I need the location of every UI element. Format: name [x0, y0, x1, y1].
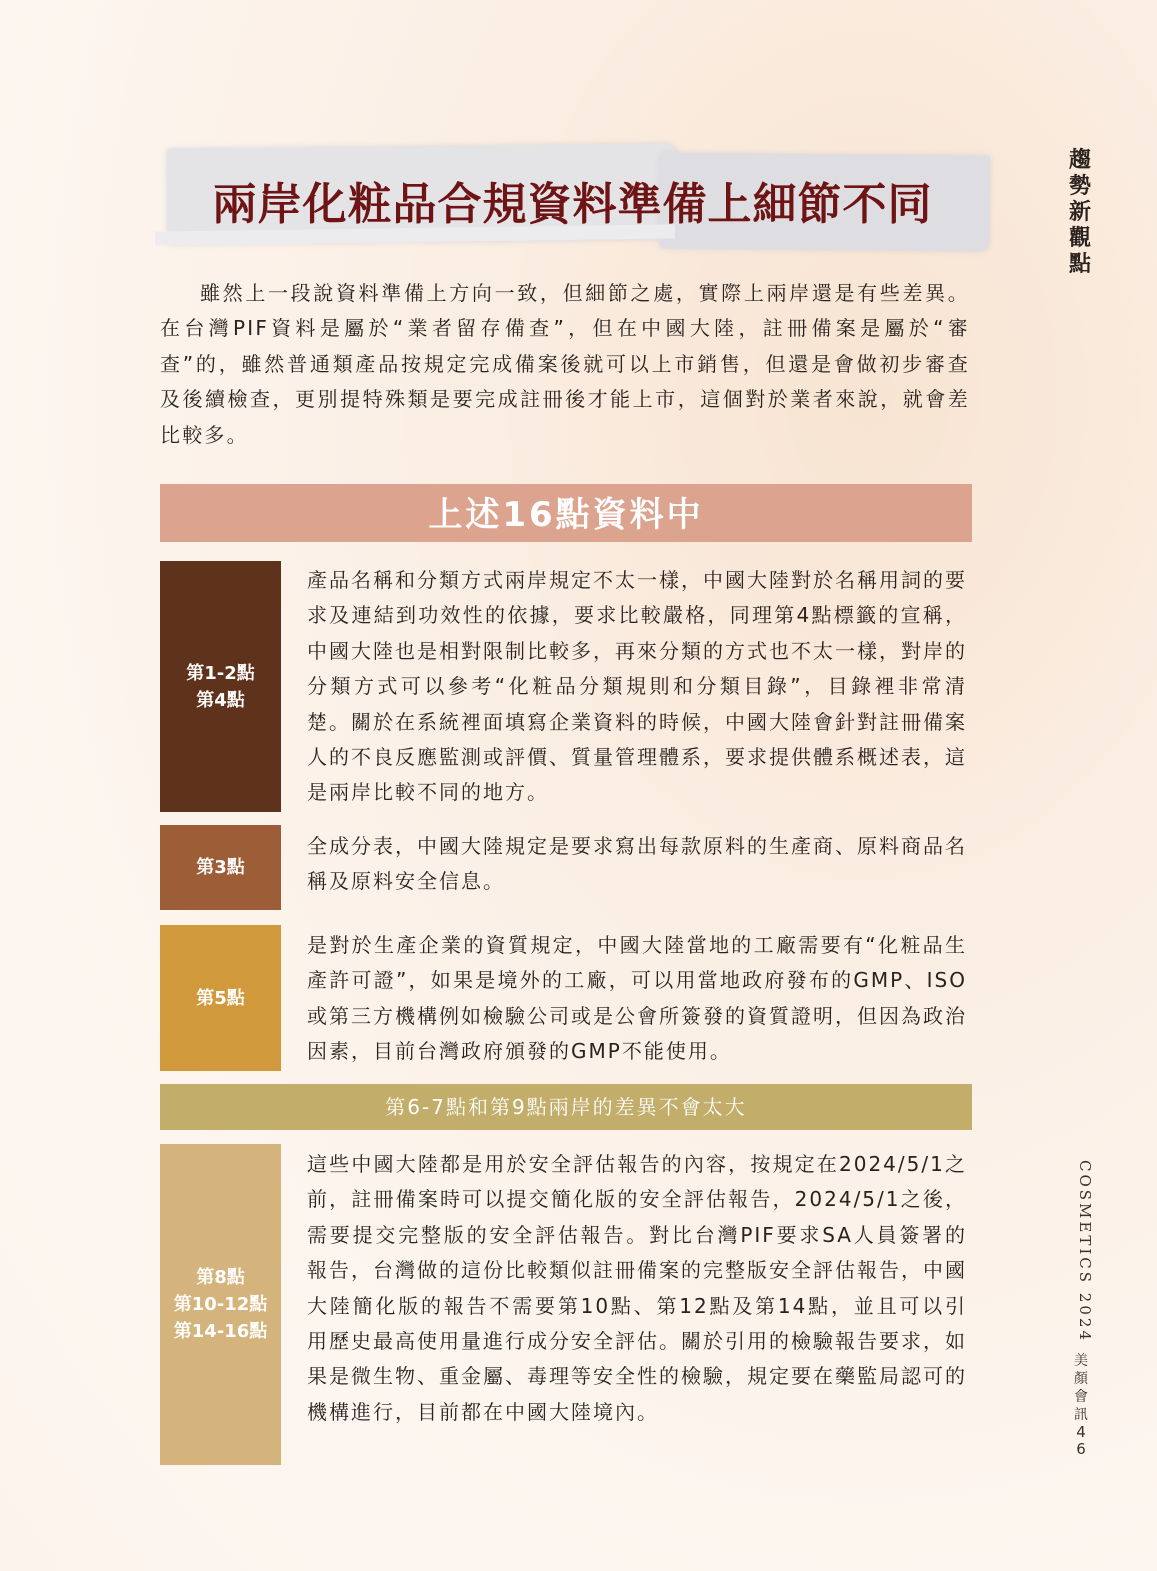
magazine-name-char: 訊: [1074, 1407, 1088, 1423]
section-label-line: 第14-16點: [173, 1321, 268, 1342]
magazine-name-char: 美: [1074, 1353, 1088, 1369]
side-label-char: 新: [1068, 200, 1091, 225]
summary-banner: 上述16點資料中: [160, 484, 972, 542]
title-block: [155, 140, 990, 250]
section-label-line: 第8點: [196, 1267, 245, 1288]
section-text-3: 全成分表，中國大陸規定是要求寫出每款原料的生產商、原料商品名稱及原料安全信息。: [307, 834, 967, 894]
magazine-chinese-name: [1068, 1352, 1094, 1424]
page-number-digit: 6: [1076, 1440, 1086, 1458]
page-title: 兩岸化粧品合規資料準備上細節不同: [212, 179, 933, 230]
section-label-1-2-4: [160, 561, 281, 812]
magazine-name-char: 會: [1074, 1389, 1088, 1405]
magazine-name: COSMETICS 2024: [1076, 1160, 1094, 1343]
side-label-char: 觀: [1068, 226, 1091, 251]
side-label-char: 勢: [1068, 174, 1091, 199]
section-label-line: 第10-12點: [173, 1294, 268, 1315]
page-number-digit: 4: [1076, 1423, 1086, 1441]
section-side-label: [1062, 148, 1098, 278]
section-label-line: 第1-2點: [186, 662, 255, 684]
section-label-line: 第3點: [196, 857, 245, 878]
intro-paragraph: 雖然上一段說資料準備上方向一致，但細節之處，實際上兩岸還是有些差異。在台灣PIF資料是屬於“業者留存備查”，但在中國大陸，註冊備案是屬於“審查”的，雖然普通類產品按規定完成備案後就可以上市銷售，但還是會做初步審查及後續檢查，更別提特殊類是要完成註冊後才能上市，這個對於業者來說，就會差比較多。: [160, 281, 970, 447]
note-bar: 第6-7點和第9點兩岸的差異不會太大: [160, 1084, 972, 1130]
section-text-5: 是對於生產企業的資質規定，中國大陸當地的工廠需要有“化粧品生產許可證”，如果是境外的工廠，可以用當地政府發布的GMP、ISO或第三方機構例如檢驗公司或是公會所簽發的資質證明，但因為政治因素，目前台灣政府頒發的GMP不能使用。: [307, 933, 967, 1064]
section-label-5: [160, 925, 281, 1071]
section-label-line: 第4點: [196, 689, 245, 711]
section-text-8-10-16: 這些中國大陸都是用於安全評估報告的內容，按規定在2024/5/1之前，註冊備案時可以提交簡化版的安全評估報告，2024/5/1之後，需要提交完整版的安全評估報告。對比台灣PIF要求SA人員簽署的報告，台灣做的這份比較類似註冊備案的完整版安全評估報告，中國大陸簡化版的報告不需要第10點、第12點及第14點，並且可以引用歷史最高使用量進行成分安全評估。關於引用的檢驗報告要求，如果是微生物、重金屬、毒理等安全性的檢驗，規定要在藥監局認可的機構進行，目前都在中國大陸境內。: [307, 1152, 967, 1424]
section-label-8-10-16: [160, 1144, 281, 1465]
section-label-3: [160, 825, 281, 910]
side-label-char: 趨: [1068, 148, 1091, 173]
side-label-char: 點: [1068, 252, 1091, 277]
magazine-name-char: 顏: [1074, 1371, 1088, 1387]
section-label-line: 第5點: [196, 987, 245, 1009]
page-number: [1068, 1424, 1094, 1458]
section-text-1-2-4: 產品名稱和分類方式兩岸規定不太一樣，中國大陸對於名稱用詞的要求及連結到功效性的依據，要求比較嚴格，同理第4點標籤的宣稱，中國大陸也是相對限制比較多，再來分類的方式也不太一樣，對岸的分類方式可以參考“化粧品分類規則和分類目錄”，目錄裡非常清楚。關於在系統裡面填寫企業資料的時候，中國大陸會針對註冊備案人的不良反應監測或評價、質量管理體系，要求提供體系概述表，這是兩岸比較不同的地方。: [307, 568, 967, 805]
